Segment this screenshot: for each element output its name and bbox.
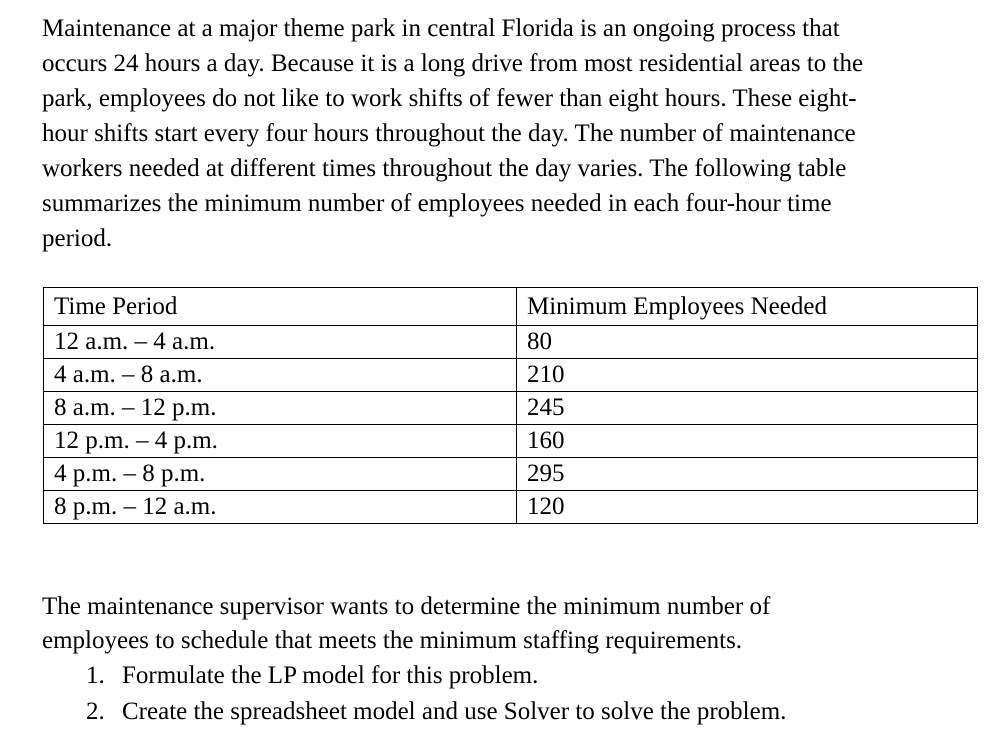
- cell-employees: 210: [517, 359, 978, 392]
- intro-line: workers needed at different times throughout the day varies. The following table: [42, 155, 847, 182]
- cell-time-period: 12 a.m. – 4 a.m.: [44, 326, 517, 359]
- intro-line: period.: [42, 225, 113, 252]
- task-number: 2.: [86, 698, 105, 725]
- table-header-row: [44, 288, 978, 326]
- cell-employees: 80: [517, 326, 978, 359]
- cell-employees: 160: [517, 425, 978, 458]
- outro-paragraph: [42, 590, 987, 658]
- task-text: Create the spreadsheet model and use Solver to solve the problem.: [122, 698, 787, 725]
- intro-line: park, employees do not like to work shifts of fewer than eight hours. These eight-: [42, 85, 857, 112]
- task-item: [86, 694, 786, 730]
- cell-time-period: 8 a.m. – 12 p.m.: [44, 392, 517, 425]
- task-list: [86, 658, 786, 730]
- intro-line: summarizes the minimum number of employees needed in each four-hour time: [42, 190, 832, 217]
- table-row: [44, 326, 978, 359]
- intro-line: occurs 24 hours a day. Because it is a long drive from most residential areas to the: [42, 50, 864, 77]
- task-text: Formulate the LP model for this problem.: [122, 662, 539, 689]
- cell-time-period: 4 p.m. – 8 p.m.: [44, 458, 517, 491]
- task-item: [86, 658, 786, 694]
- intro-line: Maintenance at a major theme park in central Florida is an ongoing process that: [42, 15, 840, 42]
- cell-time-period: 8 p.m. – 12 a.m.: [44, 491, 517, 524]
- table-row: [44, 359, 978, 392]
- intro-line: hour shifts start every four hours throughout the day. The number of maintenance: [42, 120, 856, 147]
- table-row: [44, 392, 978, 425]
- table-row: [44, 425, 978, 458]
- staffing-table: [43, 287, 978, 524]
- table-row: [44, 491, 978, 524]
- outro-line: The maintenance supervisor wants to determine the minimum number of: [42, 593, 771, 620]
- task-number: 1.: [86, 662, 105, 689]
- outro-line: employees to schedule that meets the minimum staffing requirements.: [42, 627, 743, 654]
- cell-employees: 245: [517, 392, 978, 425]
- intro-paragraph: [42, 11, 987, 256]
- header-minimum-employees: Minimum Employees Needed: [517, 288, 978, 326]
- cell-time-period: 12 p.m. – 4 p.m.: [44, 425, 517, 458]
- cell-employees: 120: [517, 491, 978, 524]
- cell-time-period: 4 a.m. – 8 a.m.: [44, 359, 517, 392]
- table-row: [44, 458, 978, 491]
- header-time-period: Time Period: [44, 288, 517, 326]
- cell-employees: 295: [517, 458, 978, 491]
